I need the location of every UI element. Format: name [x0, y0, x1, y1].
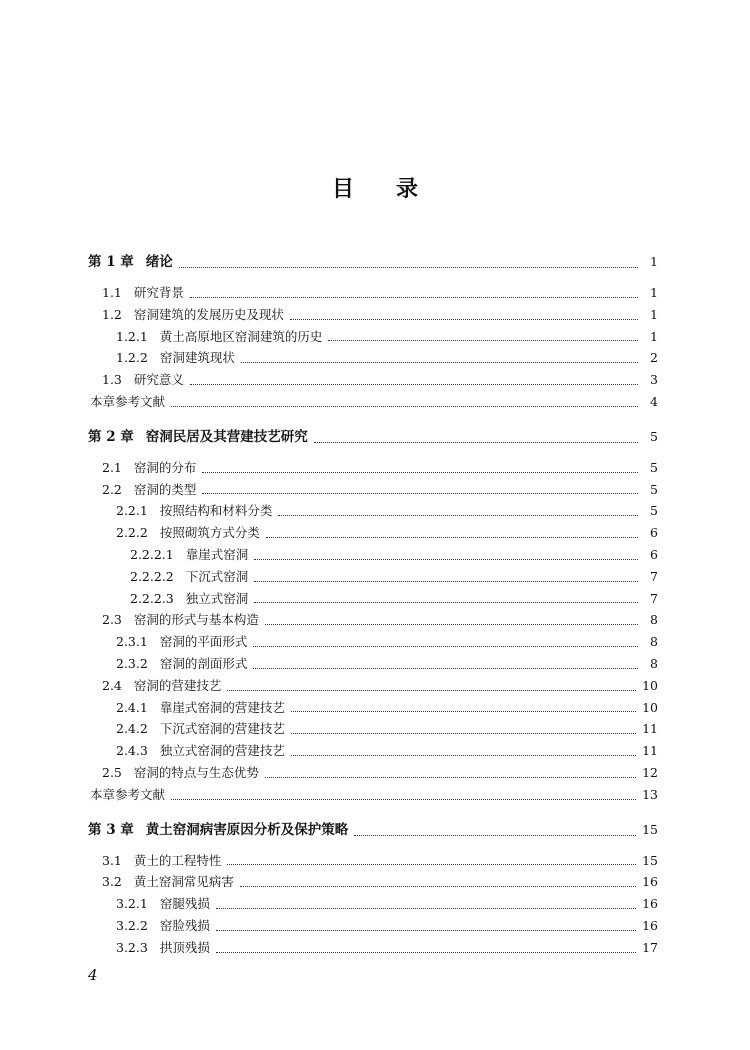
toc-entry[interactable] [88, 457, 658, 479]
toc-entry-number: 1.1 [102, 285, 122, 300]
toc-entry-page: 1 [650, 285, 658, 300]
table-of-contents [88, 250, 658, 959]
toc-entry-page: 1 [650, 254, 658, 269]
toc-entry-number: 3.2.2 [116, 917, 148, 933]
toc-entry-title: 下沉式窑洞 [185, 568, 249, 584]
toc-entry-number: 第 1 章 [88, 254, 134, 270]
toc-entry-title: 靠崖式窑洞 [185, 546, 249, 562]
toc-entry-page: 1 [650, 328, 658, 344]
toc-entry-title: 本章参考文献 [90, 786, 166, 802]
dot-leader [291, 733, 636, 734]
dot-leader [328, 340, 638, 341]
dot-leader [254, 559, 638, 560]
toc-entry-number: 2.4 [102, 677, 122, 693]
dot-leader [314, 442, 638, 443]
toc-entry-page: 2 [650, 350, 658, 366]
dot-leader [266, 537, 638, 538]
toc-chapter-entry[interactable] [88, 818, 658, 842]
toc-entry-title: 窑腿残损 [159, 896, 210, 912]
toc-entry-number: 第 3 章 [88, 821, 134, 838]
toc-entry-page: 11 [642, 721, 658, 737]
dot-leader [227, 864, 636, 865]
toc-entry-number: 2.2.2 [116, 525, 148, 541]
toc-entry-title: 按照砌筑方式分类 [159, 525, 260, 541]
toc-entry-title: 窑洞的分布 [133, 459, 197, 475]
toc-entry-number: 2.4.1 [116, 699, 148, 715]
toc-entry-number: 3.2 [102, 874, 122, 890]
toc-entry-page: 17 [642, 939, 658, 955]
dot-leader [291, 711, 636, 712]
toc-entry[interactable] [88, 304, 658, 326]
toc-entry-page: 15 [642, 852, 658, 868]
toc-entry[interactable] [88, 522, 658, 544]
toc-entry[interactable] [88, 391, 658, 413]
dot-leader [291, 755, 636, 756]
toc-entry-number: 2.5 [102, 764, 122, 780]
toc-entry[interactable] [88, 915, 658, 937]
dot-leader [216, 908, 636, 909]
dot-leader [290, 319, 638, 320]
toc-entry[interactable] [88, 609, 658, 631]
toc-entry-number: 2.1 [102, 459, 122, 475]
toc-entry[interactable] [88, 631, 658, 653]
toc-entry[interactable] [88, 718, 658, 740]
toc-entry-page: 10 [642, 699, 658, 715]
toc-entry-number: 1.3 [102, 372, 122, 388]
toc-entry-title: 独立式窑洞 [185, 590, 249, 606]
toc-entry-page: 10 [642, 677, 658, 693]
toc-entry[interactable] [88, 675, 658, 697]
toc-entry-title: 黄土高原地区窑洞建筑的历史 [159, 328, 323, 344]
toc-entry[interactable] [88, 697, 658, 719]
dot-leader [179, 267, 638, 268]
toc-entry[interactable] [88, 566, 658, 588]
toc-entry-title: 靠崖式窑洞的营建技艺 [159, 699, 285, 715]
toc-entry-number: 2.2.2.1 [130, 546, 174, 562]
dot-leader [171, 799, 636, 800]
toc-chapter-entry[interactable] [88, 425, 658, 449]
dot-leader [253, 668, 638, 669]
toc-entry[interactable] [88, 871, 658, 893]
toc-entry-title: 窑洞的剖面形式 [159, 655, 248, 671]
toc-entry-title: 研究背景 [133, 285, 184, 300]
toc-entry-title: 研究意义 [133, 372, 184, 388]
toc-entry-page: 16 [642, 874, 658, 890]
toc-entry-number: 3.2.1 [116, 896, 148, 912]
toc-entry-number: 第 2 章 [88, 428, 134, 445]
dot-leader [254, 602, 638, 603]
toc-entry[interactable] [88, 653, 658, 675]
page-title: 目录 [331, 176, 460, 202]
dot-leader [216, 930, 636, 931]
toc-entry-title: 窑洞的特点与生态优势 [133, 764, 259, 780]
toc-entry-number: 2.3.2 [116, 655, 148, 671]
toc-entry-page: 12 [642, 764, 658, 780]
dot-leader [265, 777, 636, 778]
dot-leader [240, 886, 636, 887]
toc-entry-number: 2.2.2.3 [130, 590, 174, 606]
toc-entry-title: 独立式窑洞的营建技艺 [159, 743, 285, 759]
toc-entry-title: 窑洞民居及其营建技艺研究 [145, 428, 308, 445]
toc-entry-title: 窑洞的营建技艺 [133, 677, 222, 693]
toc-entry-number: 2.2.2.2 [130, 568, 174, 584]
toc-entry-page: 8 [650, 634, 658, 650]
toc-entry-title: 窑洞的平面形式 [159, 634, 248, 650]
toc-entry-page: 7 [650, 568, 658, 584]
toc-entry-title: 本章参考文献 [90, 393, 166, 409]
toc-entry-page: 13 [642, 786, 658, 802]
toc-entry-number: 3.1 [102, 852, 122, 868]
toc-entry-page: 6 [650, 525, 658, 541]
dot-leader [254, 581, 638, 582]
toc-entry-page: 6 [650, 546, 658, 562]
toc-entry-title: 绪论 [145, 254, 173, 270]
toc-entry-title: 黄土窑洞病害原因分析及保护策略 [145, 821, 349, 838]
toc-entry[interactable] [88, 937, 658, 959]
toc-entry[interactable] [88, 784, 658, 806]
dot-leader [202, 493, 638, 494]
toc-entry-number: 2.3 [102, 612, 122, 628]
toc-entry-page: 8 [650, 612, 658, 628]
toc-entry[interactable] [88, 588, 658, 610]
toc-entry-title: 按照结构和材料分类 [159, 503, 273, 519]
toc-entry-title: 窑洞的类型 [133, 481, 197, 497]
toc-entry-number: 2.3.1 [116, 634, 148, 650]
toc-entry[interactable] [88, 347, 658, 369]
dot-leader [253, 646, 638, 647]
toc-entry-page: 11 [642, 743, 658, 759]
toc-entry[interactable] [88, 479, 658, 501]
toc-entry-title: 窑洞的形式与基本构造 [133, 612, 259, 628]
toc-entry-title: 下沉式窑洞的营建技艺 [159, 721, 285, 737]
toc-entry-title: 窑脸残损 [159, 917, 210, 933]
page-number: 4 [88, 966, 98, 984]
toc-entry-number: 1.2.2 [116, 350, 148, 366]
toc-entry-title: 窑洞建筑现状 [159, 350, 235, 366]
toc-entry-page: 15 [642, 821, 658, 837]
toc-entry-number: 2.4.3 [116, 743, 148, 759]
toc-entry-number: 2.2 [102, 481, 122, 497]
toc-entry-page: 16 [642, 917, 658, 933]
toc-entry-number: 2.4.2 [116, 721, 148, 737]
toc-entry-page: 16 [642, 896, 658, 912]
dot-leader [278, 515, 638, 516]
toc-entry[interactable] [88, 282, 658, 304]
dot-leader [227, 690, 636, 691]
toc-entry-page: 8 [650, 655, 658, 671]
toc-entry[interactable] [88, 544, 658, 566]
toc-entry-number: 1.2.1 [116, 328, 148, 344]
toc-entry-page: 4 [650, 393, 658, 409]
dot-leader [354, 835, 636, 836]
toc-entry[interactable] [88, 500, 658, 522]
dot-leader [190, 384, 638, 385]
toc-entry-page: 7 [650, 590, 658, 606]
dot-leader [241, 362, 638, 363]
toc-entry[interactable] [88, 369, 658, 391]
toc-entry-title: 黄土的工程特性 [133, 852, 222, 868]
toc-entry-page: 1 [650, 306, 658, 322]
toc-entry-title: 拱顶残损 [159, 939, 210, 955]
toc-entry-title: 黄土窑洞常见病害 [133, 874, 234, 890]
toc-chapter-entry[interactable] [88, 250, 658, 274]
toc-entry-page: 5 [650, 459, 658, 475]
toc-entry[interactable] [88, 850, 658, 872]
toc-entry-page: 5 [650, 428, 658, 444]
dot-leader [171, 406, 638, 407]
toc-entry[interactable] [88, 326, 658, 348]
toc-entry[interactable] [88, 740, 658, 762]
toc-entry-title: 窑洞建筑的发展历史及现状 [133, 306, 284, 322]
dot-leader [190, 297, 638, 298]
toc-entry-page: 3 [650, 372, 658, 388]
dot-leader [265, 624, 638, 625]
toc-entry[interactable] [88, 893, 658, 915]
dot-leader [216, 952, 636, 953]
toc-entry-page: 5 [650, 481, 658, 497]
toc-entry-number: 3.2.3 [116, 939, 148, 955]
toc-entry-number: 2.2.1 [116, 503, 148, 519]
toc-entry-number: 1.2 [102, 306, 122, 322]
dot-leader [202, 472, 638, 473]
toc-entry[interactable] [88, 762, 658, 784]
toc-entry-page: 5 [650, 503, 658, 519]
